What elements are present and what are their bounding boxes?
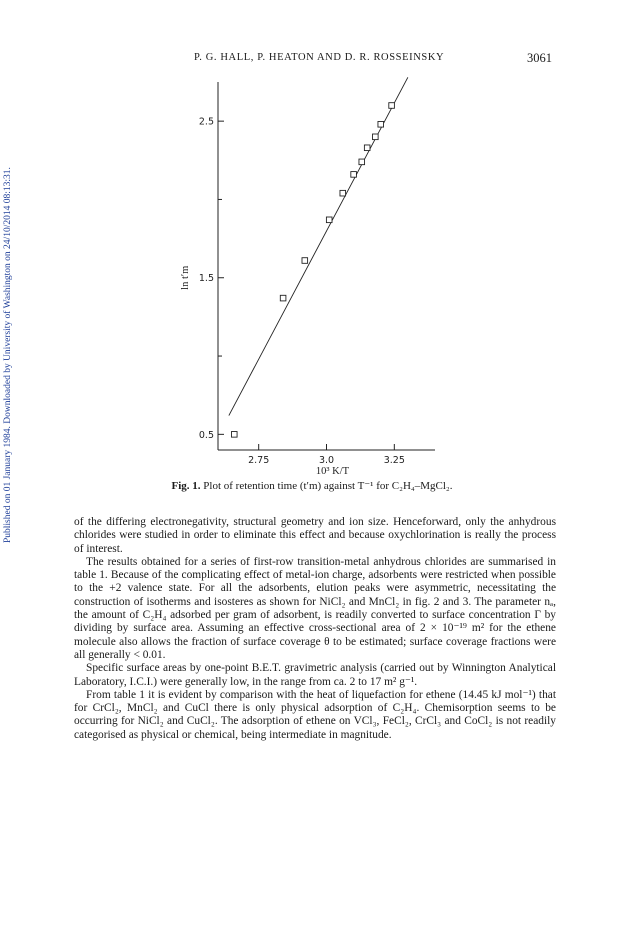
- data-point: [389, 103, 395, 109]
- chart-axes: [218, 82, 435, 450]
- data-point: [326, 217, 332, 223]
- x-tick-label: 3.25: [383, 455, 405, 466]
- data-point: [378, 121, 384, 127]
- y-tick-label: 2.5: [198, 116, 214, 128]
- figure-caption: [0, 479, 624, 492]
- chart-fit-line-group: [229, 77, 408, 415]
- body-paragraph: The results obtained for a series of first-row transition-metal anhydrous chlorides are summarised in table 1. Because of the complicating effect of metal-ion charge, adsorbents were restricted when possible to the +2 valence state. For all the adsorbents, elution peaks were asymmetric, necessitating the construction of isotherms and isosteres as shown for NiCl₂ and MnCl₂ in fig. 2 and 3. The parameter nₐ, the amount of C₂H₄ adsorbed per gram of adsorbent, is readily converted to surface concentration Γ by dividing by surface area. Assuming an effective cross-sectional area of 2 × 10⁻¹⁹ m² for the ethene molecule also allows the fraction of surface coverage θ to be estimated; surface coverage fractions were all generally < 0.01.: [74, 555, 556, 661]
- data-point: [359, 159, 365, 165]
- body-text: [74, 516, 556, 742]
- chart-labels: [180, 117, 405, 477]
- data-point: [340, 190, 346, 196]
- chart-points: [231, 103, 394, 437]
- data-point: [351, 172, 357, 178]
- figure-caption-text: Plot of retention time (t′m) against T⁻¹ for C₂H₄–MgCl₂.: [203, 480, 453, 492]
- body-paragraph: of the differing electronegativity, structural geometry and ion size. Henceforward, only the anhydrous chlorides were studied in order to eliminate this effect and because oxychlorination is really the process of interest.: [74, 516, 556, 555]
- data-point: [302, 258, 308, 264]
- data-point: [364, 145, 370, 151]
- data-point: [373, 134, 379, 140]
- x-tick-label: 2.75: [248, 455, 270, 466]
- y-axis-label: ln t′m: [180, 265, 191, 290]
- chart-ticks: [218, 121, 394, 450]
- body-paragraph: From table 1 it is evident by comparison with the heat of liquefaction for ethene (14.45 kJ mol⁻¹) that for CrCl₂, MnCl₂ and CuCl there is only physical adsorption of C₂H₄. Chemisorption seems to be occurring for NiCl₂ and CuCl₂. The adsorption of ethene on VCl₃, FeCl₂, CrCl₃ and CoCl₂ is not readily categorised as physical or chemical, being intermediate in magnitude.: [74, 688, 556, 741]
- y-tick-label: 1.5: [198, 273, 214, 285]
- download-notice[interactable]: Published on 01 January 1984. Downloaded by University of Washington on 24/10/2014 08:13:31.: [3, 167, 13, 543]
- data-point: [280, 295, 286, 301]
- running-head-authors: P. G. HALL, P. HEATON AND D. R. ROSSEINSKY: [194, 52, 445, 63]
- y-tick-label: 0.5: [198, 429, 214, 441]
- x-tick-label: 3.0: [318, 455, 335, 466]
- body-paragraph: Specific surface areas by one-point B.E.T. gravimetric analysis (carried out by Winnington Analytical Laboratory, I.C.I.) were generally low, in the range from ca. 2 to 17 m² g⁻¹.: [74, 662, 556, 688]
- page-number: 3061: [527, 51, 552, 65]
- fit-line: [229, 77, 408, 415]
- data-point: [231, 432, 237, 438]
- figure-caption-label: Fig. 1.: [171, 480, 201, 492]
- x-axis-label: 10³ K/T: [315, 466, 350, 477]
